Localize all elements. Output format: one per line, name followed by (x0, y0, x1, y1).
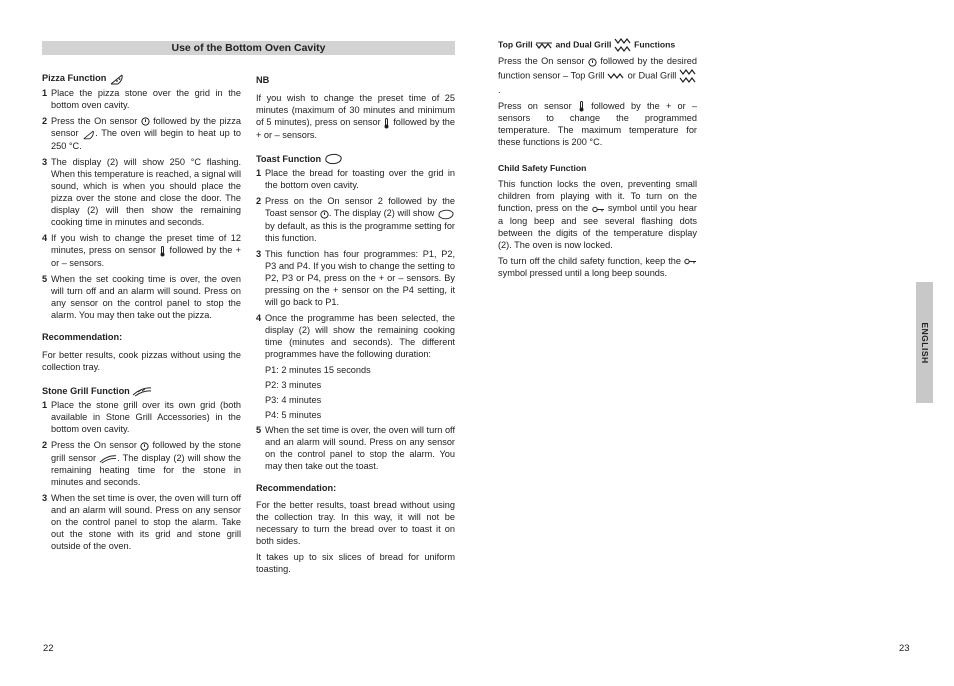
grill-text-part: followed by the + or – sensors to change the programmed temperature. The maximum temperature for these functions is 200 °C. (498, 100, 698, 148)
toast-step-5 (256, 424, 455, 472)
column-middle (256, 74, 455, 579)
step-number: 5 (42, 273, 48, 284)
dual-grill-icon (679, 68, 697, 84)
child-safety-text-2 (498, 255, 697, 280)
step-text-part: If you wish to change the preset time of 12 minutes, press on sensor (51, 233, 241, 255)
stone-step-1 (42, 399, 241, 435)
child-safety-heading: Child Safety Function (498, 163, 587, 174)
step-number: 1 (42, 400, 48, 411)
programme-p3: P3: 4 minutes (265, 395, 322, 406)
section-title-bar (42, 41, 455, 55)
recommendation-text-1: For the better results, toast bread without using the collection tray. In this way, it will not be necessary to turn the bread over to toast it on both sides. (256, 500, 455, 547)
on-sensor-icon (140, 440, 149, 452)
page-number-left: 22 (43, 643, 54, 654)
toast-step-3 (256, 248, 455, 308)
language-side-tab (916, 282, 933, 403)
child-safety-text-1 (498, 178, 697, 251)
toast-step-4 (256, 312, 455, 360)
step-number: 5 (256, 425, 262, 436)
step-text (51, 232, 241, 269)
step-text: When the set cooking time is over, the oven will turn off and an alarm will sound. Press on any sensor on the control panel to stop the alarm. You may then take out the pizza. (51, 273, 241, 320)
step-number: 3 (42, 157, 48, 167)
step-text: Place the pizza stone over the grid in the bottom oven cavity. (51, 87, 241, 110)
step-text-part: . The display (2) will show (328, 208, 435, 219)
nb-text-part: If you wish to change the preset time of 25 minutes (maximum of 30 minutes and minimum of 5 minutes), press on sensor (256, 93, 455, 127)
step-number: 1 (256, 168, 262, 179)
step-number: 1 (42, 87, 48, 98)
column-right (498, 37, 697, 283)
step-number: 4 (42, 233, 48, 243)
grill-heading-part: and Dual Grill (555, 39, 612, 50)
toast-step-2 (256, 195, 455, 244)
stone-grill-heading (42, 385, 241, 398)
recommendation-heading: Recommendation: (256, 483, 337, 494)
toast-heading-text: Toast Function (256, 153, 322, 164)
key-icon (592, 203, 605, 215)
stone-grill-icon (132, 385, 152, 397)
nb-text-part: followed by the + or – sensors. (256, 117, 455, 140)
step-text (51, 115, 241, 152)
stone-grill-heading-text: Stone Grill Function (42, 385, 130, 396)
grill-text-part: followed by the desired function sensor – Top Grill (498, 56, 697, 80)
step-text: This function has four programmes: P1, P2, P3 and P4. If you wish to change the setting to P2, P3 or P4, press on the + or – sensors. By pressing on the + sensor on the P4 setting, it will go back to P1. (265, 249, 455, 308)
pizza-step-4 (42, 232, 241, 269)
child-text-part: symbol until you hear a long beep and see several flashing dots between the digits of the temperature display (2). The oven is now locked. (498, 203, 697, 250)
toast-heading (256, 153, 455, 166)
column-left (42, 72, 241, 556)
nb-text (256, 92, 455, 141)
stone-step-2 (42, 439, 241, 488)
programme-p1: P1: 2 minutes 15 seconds (265, 365, 371, 376)
thermometer-icon (383, 117, 390, 129)
grill-heading-part: Functions (634, 39, 676, 50)
step-text: Place the stone grill over its own grid (both available in Stone Grill Accessories) in the bottom oven cavity. (51, 400, 241, 435)
step-text: The display (2) will show 250 °C flashing. When this temperature is reached, a signal will sound, which is when you should place the pizza over the stone and close the door. The display (2) will then show the remaining cooking time in minutes and seconds. (51, 157, 241, 227)
step-number: 2 (256, 196, 262, 207)
on-sensor-icon (588, 56, 597, 68)
stone-step-3 (42, 492, 241, 552)
top-grill-icon (607, 70, 625, 82)
grill-heading-part: Top Grill (498, 39, 533, 50)
step-text: When the set time is over, the oven will turn off and an alarm will sound. Press on any sensor on the control panel to stop the alarm. Take out the stone with its grid and stone grill outside of the oven. (51, 493, 241, 552)
step-text-part: by default, as this is the programme setting for this function. (265, 221, 455, 244)
toast-icon (437, 208, 455, 220)
pizza-icon (109, 72, 124, 85)
step-number: 3 (256, 249, 262, 260)
on-sensor-icon (320, 208, 329, 220)
thermometer-icon (578, 100, 585, 112)
section-title: Use of the Bottom Oven Cavity (171, 42, 326, 54)
step-text-part: Press on the On sensor 2 followed by the Toast sensor (265, 196, 455, 219)
step-number: 3 (42, 493, 48, 504)
thermometer-icon (159, 245, 166, 257)
step-text (265, 195, 455, 244)
pizza-heading (42, 72, 241, 85)
pizza-step-1 (42, 87, 241, 111)
page-number-right: 23 (899, 643, 910, 654)
step-text: When the set time is over, the oven will turn off and an alarm will sound. Press on any sensor on the control panel to stop the alarm. You may then take out the toast. (265, 425, 455, 472)
child-text-part: To turn off the child safety function, keep the (498, 255, 682, 266)
step-text-part: followed by the pizza sensor (51, 115, 241, 139)
step-text-part: followed by the + or – sensors. (51, 245, 241, 268)
child-text-part: symbol pressed until a long beep sounds. (498, 268, 668, 279)
step-text (51, 439, 241, 488)
step-text: Place the bread for toasting over the grid in the bottom oven cavity. (265, 168, 455, 191)
step-text-part: . The display (2) will show the remaining heating time for the stone in minutes and seconds. (51, 452, 241, 488)
grill-heading (498, 37, 697, 53)
stone-grill-icon (99, 452, 117, 464)
step-number: 4 (256, 313, 262, 324)
grill-text-2 (498, 100, 697, 149)
key-icon (684, 255, 697, 267)
grill-text-part: Press on sensor (498, 100, 572, 111)
toast-step-1 (256, 167, 455, 191)
step-text-part: Press the On sensor (51, 440, 137, 451)
programme-p4: P4: 5 minutes (265, 410, 322, 421)
top-grill-icon (535, 39, 553, 51)
pizza-step-3 (42, 156, 241, 228)
grill-text-1: Press the On sensor followed by the desired function sensor – Top Grill or Dual Grill . (498, 56, 697, 95)
pizza-step-2 (42, 115, 241, 152)
toast-icon (324, 153, 343, 166)
language-label: ENGLISH (919, 321, 930, 364)
programme-p2: P2: 3 minutes (265, 380, 322, 391)
step-number: 2 (42, 115, 48, 126)
step-number: 2 (42, 440, 48, 451)
step-text-part: . The oven will begin to heat up to 250 °C. (51, 128, 241, 151)
on-sensor-icon (141, 115, 150, 127)
step-text-part: followed by the stone grill sensor (51, 440, 241, 463)
recommendation-text: For better results, cook pizzas without using the collection tray. (42, 349, 241, 372)
step-text: Once the programme has been selected, the display (2) will show the remaining cooking time (minutes and seconds). The different programmes have the following duration: (265, 313, 455, 360)
dual-grill-icon (614, 37, 632, 53)
recommendation-heading: Recommendation: (42, 331, 123, 342)
step-text-part: Press the On sensor (51, 115, 138, 126)
grill-text-part: Press the On sensor (498, 56, 585, 66)
grill-text-part: or Dual Grill (627, 70, 677, 80)
nb-heading: NB (256, 75, 270, 85)
pizza-icon (82, 128, 95, 140)
child-text-part: This function locks the oven, preventing small children from playing with it. To turn on the function, press on the (498, 179, 697, 214)
recommendation-text-2: It takes up to six slices of bread for uniform toasting. (256, 552, 455, 575)
pizza-step-5 (42, 273, 241, 321)
pizza-heading-text: Pizza Function (42, 73, 107, 83)
